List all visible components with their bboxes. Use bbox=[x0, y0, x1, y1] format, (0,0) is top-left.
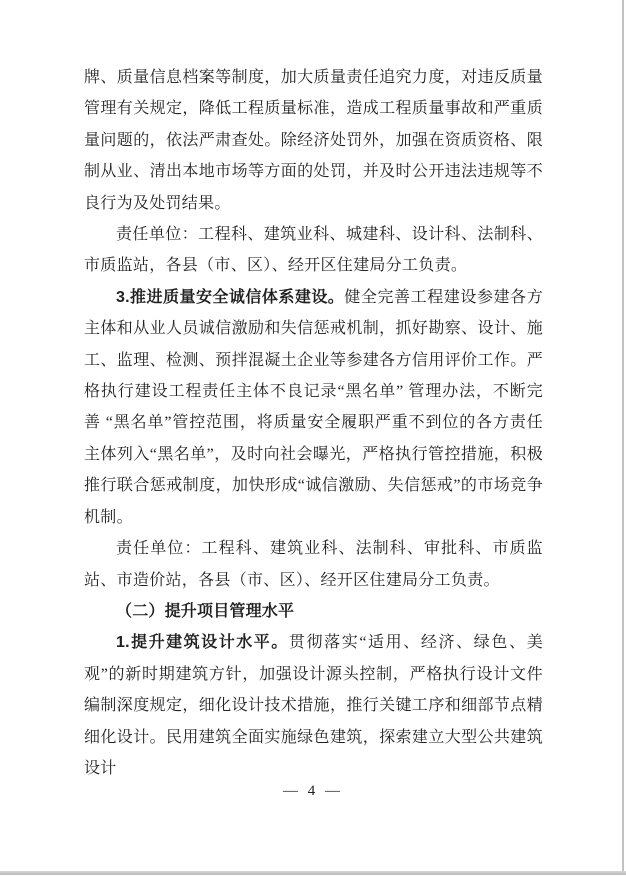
page-bottom-edge bbox=[0, 871, 626, 875]
paragraph-responsible-units-1 bbox=[84, 219, 543, 282]
paragraph-heading: 1.提升建筑设计水平。 bbox=[116, 634, 289, 652]
paragraph-heading: 3.推进质量安全诚信体系建设。 bbox=[116, 288, 345, 306]
paragraph bbox=[84, 62, 543, 219]
page-number: — 4 — bbox=[283, 783, 343, 799]
paragraph-text: 责任单位：工程科、建筑业科、法制科、审批科、市质监站、市造价站，各县（市、区）、经开区住建局分工负责。 bbox=[84, 540, 543, 589]
paragraph-text: 责任单位：工程科、建筑业科、城建科、设计科、法制科、市质监站，各县（市、区）、经开区住建局分工负责。 bbox=[84, 226, 543, 275]
section-heading bbox=[84, 596, 543, 627]
paragraph-item-1 bbox=[84, 627, 543, 784]
page-right-edge bbox=[622, 0, 624, 874]
paragraph-text: 牌、质量信息档案等制度，加大质量责任追究力度，对违反质量管理有关规定，降低工程质量标准，造成工程质量事故和严重质量问题的，依法严肃查处。除经济处罚外，加强在资质资格、限制从业、清出本地市场等方面的处罚，并及时公开违法违规等不良行为及处罚结果。 bbox=[84, 69, 543, 212]
paragraph-text: 贯彻落实“适用、经济、绿色、美观”的新时期建筑方针，加强设计源头控制，严格执行设计文件编制深度规定，细化设计技术措施，推行关键工序和细部节点精细化设计。民用建筑全面实施绿色建筑，探索建立大型公共建筑设计 bbox=[84, 634, 543, 777]
paragraph-responsible-units-2 bbox=[84, 533, 543, 596]
document-body bbox=[84, 62, 543, 784]
paragraph-text: 健全完善工程建设参建各方主体和从业人员诚信激励和失信惩戒机制，抓好勘察、设计、施工、监理、检测、预拌混凝土企业等参建各方信用评价工作。严格执行建设工程责任主体不良记录“黑名单” 管理办法，不断完善 “黑名单”管控范围，将质量安全履职严重不到位的各方责任主体列入“黑名单”，及时向社会曝光，严格执行管控措施，积极推行联合惩戒制度，加快形成“诚信激励、失信惩戒”的市场竞争机制。 bbox=[84, 288, 543, 526]
paragraph-item-3 bbox=[84, 282, 543, 533]
section-heading-text: （二）提升项目管理水平 bbox=[116, 602, 295, 620]
